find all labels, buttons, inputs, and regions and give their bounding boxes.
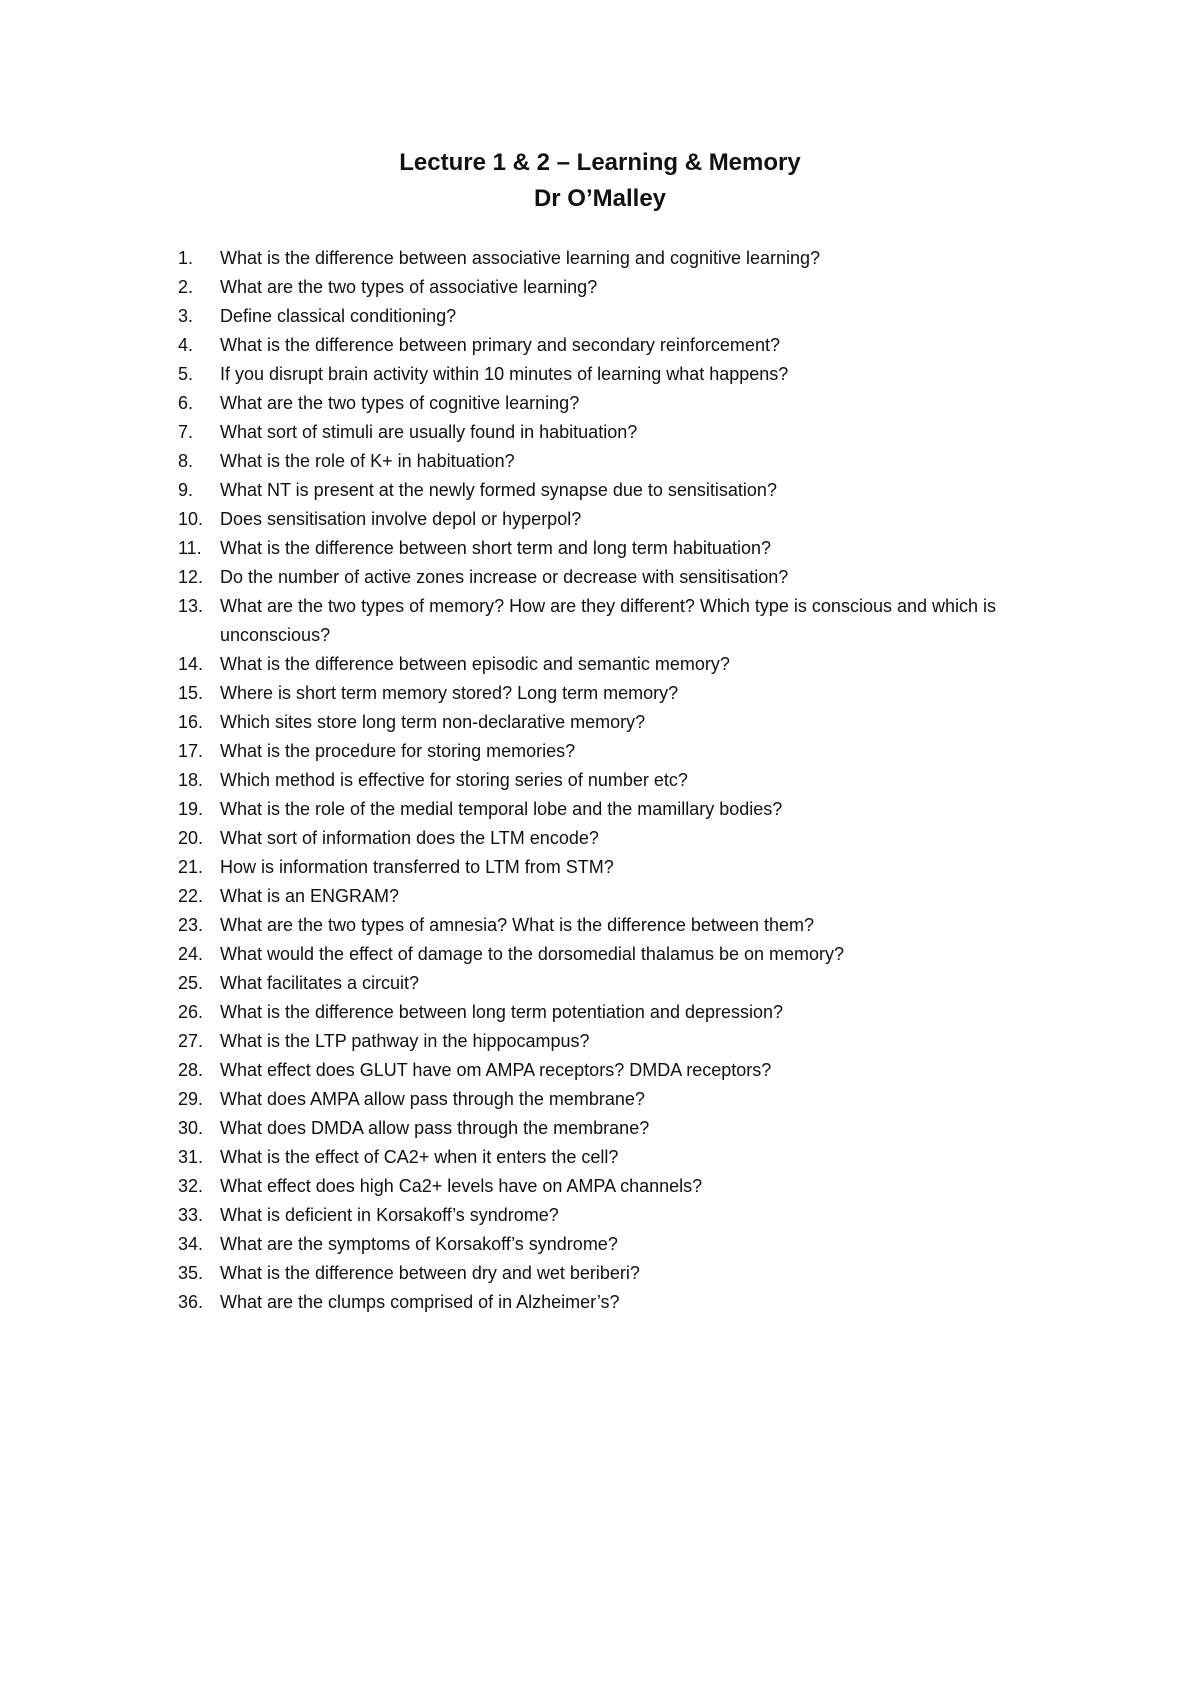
list-item [178, 447, 1038, 476]
list-item-number: 17. [178, 741, 204, 761]
list-item-text: If you disrupt brain activity within 10 minutes of learning what happens? [220, 364, 789, 384]
list-item-number: 31. [178, 1147, 204, 1167]
list-item-number: 22. [178, 886, 204, 906]
list-item-number: 12. [178, 567, 204, 587]
list-item [178, 882, 1038, 911]
list-item-number: 6. [178, 393, 194, 413]
list-item-text: What are the symptoms of Korsakoff’s syndrome? [220, 1234, 618, 1254]
list-item-number: 36. [178, 1292, 204, 1312]
list-item-number: 19. [178, 799, 204, 819]
list-item [178, 1288, 1038, 1317]
document-subtitle: Dr O’Malley [533, 185, 667, 212]
list-item [178, 795, 1038, 824]
question-list [178, 244, 1038, 1317]
list-item-number: 5. [178, 364, 194, 384]
list-item-number: 33. [178, 1205, 204, 1225]
list-item-text: What is the difference between long term potentiation and depression? [220, 1002, 784, 1022]
list-item-text: Which method is effective for storing series of number etc? [220, 770, 688, 790]
list-item-number: 1. [178, 248, 194, 268]
list-item-number: 4. [178, 335, 194, 355]
document-title: Lecture 1 & 2 – Learning & Memory [399, 149, 801, 176]
list-item-number: 32. [178, 1176, 204, 1196]
list-item [178, 1143, 1038, 1172]
list-item [178, 1056, 1038, 1085]
list-item-number: 7. [178, 422, 194, 442]
list-item [178, 969, 1038, 998]
list-item-number: 13. [178, 596, 204, 616]
list-item [178, 708, 1038, 737]
list-item-number: 21. [178, 857, 204, 877]
list-item-text: What is the role of the medial temporal lobe and the mamillary bodies? [220, 799, 783, 819]
list-item-number: 35. [178, 1263, 204, 1283]
list-item [178, 273, 1038, 302]
list-item-text: What effect does GLUT have om AMPA receptors? DMDA receptors? [220, 1060, 772, 1080]
list-item-number: 26. [178, 1002, 204, 1022]
list-item [178, 766, 1038, 795]
list-item-text: What are the two types of cognitive learning? [220, 393, 580, 413]
list-item [178, 1259, 1038, 1288]
list-item-text: What is deficient in Korsakoff’s syndrome? [220, 1205, 559, 1225]
list-item [178, 1027, 1038, 1056]
list-item-text: What would the effect of damage to the dorsomedial thalamus be on memory? [220, 944, 845, 964]
list-item-number: 15. [178, 683, 204, 703]
list-item-text: What is the difference between primary and secondary reinforcement? [220, 335, 780, 355]
list-item-text: Do the number of active zones increase or decrease with sensitisation? [220, 567, 789, 587]
list-item-text: What are the two types of associative learning? [220, 277, 598, 297]
list-item-text: Define classical conditioning? [220, 306, 457, 326]
list-item-text: What effect does high Ca2+ levels have on AMPA channels? [220, 1176, 703, 1196]
list-item-text: What is the difference between short term and long term habituation? [220, 538, 771, 558]
list-item [178, 592, 1038, 650]
list-item [178, 1201, 1038, 1230]
list-item [178, 650, 1038, 679]
list-item-text: What are the two types of memory? How are they different? Which type is conscious and which is unconscious? [220, 596, 997, 645]
list-item-number: 30. [178, 1118, 204, 1138]
list-item-text: What is the difference between associative learning and cognitive learning? [220, 248, 821, 268]
list-item [178, 360, 1038, 389]
list-item [178, 331, 1038, 360]
list-item-text: What is the difference between episodic and semantic memory? [220, 654, 730, 674]
list-item-text: What is the LTP pathway in the hippocampus? [220, 1031, 590, 1051]
list-item-text: What sort of stimuli are usually found in habituation? [220, 422, 638, 442]
list-item-text: What does DMDA allow pass through the membrane? [220, 1118, 650, 1138]
list-item [178, 911, 1038, 940]
list-item [178, 244, 1038, 273]
list-item-text: What is an ENGRAM? [220, 886, 400, 906]
list-item-text: What are the two types of amnesia? What is the difference between them? [220, 915, 814, 935]
list-item-number: 8. [178, 451, 194, 471]
list-item-text: What NT is present at the newly formed synapse due to sensitisation? [220, 480, 777, 500]
list-item-text: Which sites store long term non-declarative memory? [220, 712, 646, 732]
list-item-number: 20. [178, 828, 204, 848]
list-item-number: 11. [178, 538, 202, 558]
list-item-number: 27. [178, 1031, 204, 1051]
list-item-text: How is information transferred to LTM from STM? [220, 857, 614, 877]
list-item-number: 10. [178, 509, 204, 529]
list-item-text: What does AMPA allow pass through the membrane? [220, 1089, 645, 1109]
list-item-text: What is the procedure for storing memories? [220, 741, 576, 761]
list-item [178, 737, 1038, 766]
list-item [178, 302, 1038, 331]
list-item-text: What is the role of K+ in habituation? [220, 451, 515, 471]
list-item [178, 1085, 1038, 1114]
list-item-number: 2. [178, 277, 194, 297]
list-item-text: Where is short term memory stored? Long term memory? [220, 683, 679, 703]
list-item [178, 998, 1038, 1027]
list-item-number: 25. [178, 973, 204, 993]
list-item-text: What are the clumps comprised of in Alzheimer’s? [220, 1292, 620, 1312]
list-item [178, 679, 1038, 708]
list-item [178, 476, 1038, 505]
list-item [178, 824, 1038, 853]
list-item-number: 24. [178, 944, 204, 964]
list-item [178, 1114, 1038, 1143]
list-item-number: 29. [178, 1089, 204, 1109]
list-item-number: 23. [178, 915, 204, 935]
list-item-text: Does sensitisation involve depol or hyperpol? [220, 509, 582, 529]
list-item-text: What facilitates a circuit? [220, 973, 420, 993]
list-item-text: What is the difference between dry and wet beriberi? [220, 1263, 640, 1283]
list-item-number: 28. [178, 1060, 204, 1080]
list-item [178, 940, 1038, 969]
list-item [178, 534, 1038, 563]
list-item-number: 18. [178, 770, 204, 790]
list-item-number: 34. [178, 1234, 204, 1254]
list-item [178, 1172, 1038, 1201]
list-item-text: What is the effect of CA2+ when it enters the cell? [220, 1147, 619, 1167]
list-item [178, 1230, 1038, 1259]
list-item-number: 9. [178, 480, 194, 500]
list-item-number: 14. [178, 654, 204, 674]
list-item [178, 389, 1038, 418]
list-item [178, 505, 1038, 534]
list-item [178, 418, 1038, 447]
list-item-number: 16. [178, 712, 204, 732]
list-item [178, 853, 1038, 882]
list-item-number: 3. [178, 306, 194, 326]
list-item-text: What sort of information does the LTM encode? [220, 828, 599, 848]
list-item [178, 563, 1038, 592]
